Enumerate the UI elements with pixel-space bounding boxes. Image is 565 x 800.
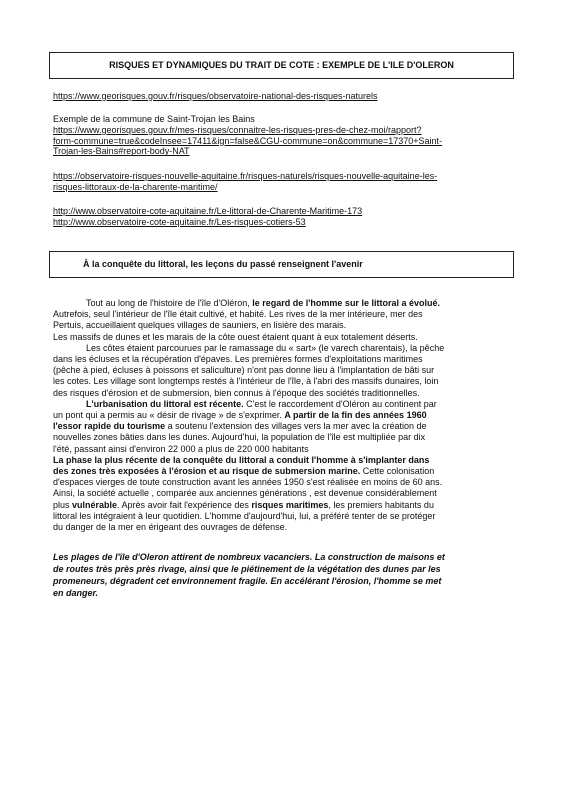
section-subtitle [49, 251, 514, 278]
link-block-2 [53, 114, 442, 157]
body-line [53, 399, 515, 410]
text-run: un pont qui a permis au « désir de rivage » de s'exprimer. [53, 410, 285, 421]
bold-run: vulnérable [72, 499, 118, 510]
body-line: du danger de la mer en érigeant des ouvrages de défense. [53, 522, 288, 533]
body-line: Autrefois, seul l'intérieur de l'île était cultivé, et habité. Les rives de la mer intérieure, mer des [53, 309, 423, 320]
body-line: dans les écluses et la récupération d'épaves. Les premières formes d'exploitations maritimes [53, 354, 423, 365]
body-line: Pertuis, accueillaient quelques villages de sauniers, en lisière des marais. [53, 320, 347, 331]
link-observatoire-na-1[interactable]: https://observatoire-risques-nouvelle-aquitaine.fr/risques-naturels/risques-nouvelle-aquitaine-les- [53, 171, 438, 181]
text-run: Cette colonisation [360, 466, 435, 477]
body-text [53, 298, 515, 533]
text-run: a soutenu l'extension des villages vers la mer avec la création de [165, 421, 427, 432]
body-line: (pêche à pied, écluses à poissons et saliculture) n'ont pas donne lieu à l'implantation de bâti sur [53, 365, 435, 376]
example-label: Exemple de la commune de Saint-Trojan les Bains [53, 114, 255, 124]
body-line: des risques d'érosion et de submersion, bien connus à l'époque des sociétés traditionnelles. [53, 387, 420, 398]
link-observatoire-na-2[interactable]: risques-littoraux-de-la-charente-maritime/ [53, 181, 218, 192]
body-line [53, 466, 515, 477]
conclusion-paragraph [53, 551, 515, 599]
body-line: Ainsi, la société actuelle , comparée aux anciennes générations , est devenue considérablement [53, 488, 437, 499]
text-run: C'est le raccordement d'Oléron au continent par [243, 398, 437, 409]
title-text: RISQUES ET DYNAMIQUES DU TRAIT DE COTE : EXEMPLE DE L'ILE D'OLERON [109, 60, 454, 70]
body-line [53, 421, 515, 432]
body-line: Les massifs de dunes et les marais de la côte ouest étaient quant à eux totalement déserts. [53, 331, 418, 342]
bold-run: La phase la plus récente de la conquête du littoral a conduit l'homme à s'implanter dans [53, 454, 430, 465]
link-block-3 [53, 171, 437, 193]
text-run: . Après avoir fait l'expérience des [117, 499, 252, 510]
body-line: les cotes. Les village sont longtemps restés à l'intérieur de l'île, à l'abri des massifs dunaires, loin [53, 376, 439, 387]
bold-run: des zones très exposées à l'érosion et au risque de submersion marine. [53, 466, 361, 477]
document-title [49, 52, 514, 79]
conclusion-line: de routes très près près rivage, ainsi que le piétinement de la végétation des dunes par les [53, 564, 441, 574]
text-run: Tout au long de l'histoire de l'île d'Oléron, [86, 298, 253, 308]
conclusion-line: promeneurs, dégradent cet environnement fragile. En accélérant l'érosion, l'homme se met [53, 576, 442, 586]
link-saint-trojan-2[interactable]: form-commune=true&codeInsee=17411&ign=false&CGU-commune=on&commune=17370+Saint- [53, 135, 443, 146]
link-block-4 [53, 206, 362, 228]
text-run: plus [53, 499, 73, 510]
text-run: , les premiers habitants du [328, 499, 434, 510]
link-saint-trojan-1[interactable]: https://www.georisques.gouv.fr/mes-risques/connaitre-les-risques-pres-de-chez-moi/rapport? [53, 124, 422, 135]
body-line: littoral les intégraient à leur quotidien. L'homme d'aujourd'hui, lui, a préféré tenter de se protéger [53, 510, 436, 521]
body-line: nouvelles zones bâties dans les dunes. Aujourd'hui, la population de l'île est multipliée par dix [53, 432, 426, 443]
bold-run: risques maritimes [251, 499, 329, 510]
body-line: d'espaces vierges de toute construction avant les années 1950 s'est réalisée en moins de 60 ans. [53, 477, 443, 488]
bold-run: A partir de la fin des années 1960 [284, 410, 427, 421]
bold-run: l'essor rapide du tourisme [53, 421, 166, 432]
body-line [53, 298, 515, 309]
link-georisques-observatoire[interactable]: https://www.georisques.gouv.fr/risques/observatoire-national-des-risques-naturels [53, 91, 378, 101]
body-line: l'été, passant ainsi d'environ 22 000 a plus de 220 000 habitants [53, 443, 309, 454]
body-line [53, 410, 515, 421]
link-littoral-charente[interactable]: http://www.observatoire-cote-aquitaine.fr/Le-littoral-de-Charente-Maritime-173 [53, 206, 363, 216]
body-line: Les côtes étaient parcourues par le ramassage du « sart» (le varech charentais), la pêche [86, 342, 445, 353]
link-block-1 [53, 91, 378, 102]
bold-run: L'urbanisation du littoral est récente. [86, 398, 244, 409]
body-line [53, 455, 515, 466]
body-line [53, 500, 515, 511]
bold-run: le regard de l'homme sur le littoral a évolué. [252, 298, 440, 308]
conclusion-line: en danger. [53, 588, 99, 598]
subtitle-text: À la conquête du littoral, les leçons du passé renseignent l'avenir [83, 259, 363, 269]
link-saint-trojan-3[interactable]: Trojan-les-Bains#report-body-NAT [53, 146, 190, 157]
conclusion-line: Les plages de l'île d'Oleron attirent de nombreux vacanciers. La construction de maisons et [53, 552, 445, 562]
link-risques-cotiers[interactable]: http://www.observatoire-cote-aquitaine.fr/Les-risques-cotiers-53 [53, 216, 306, 227]
